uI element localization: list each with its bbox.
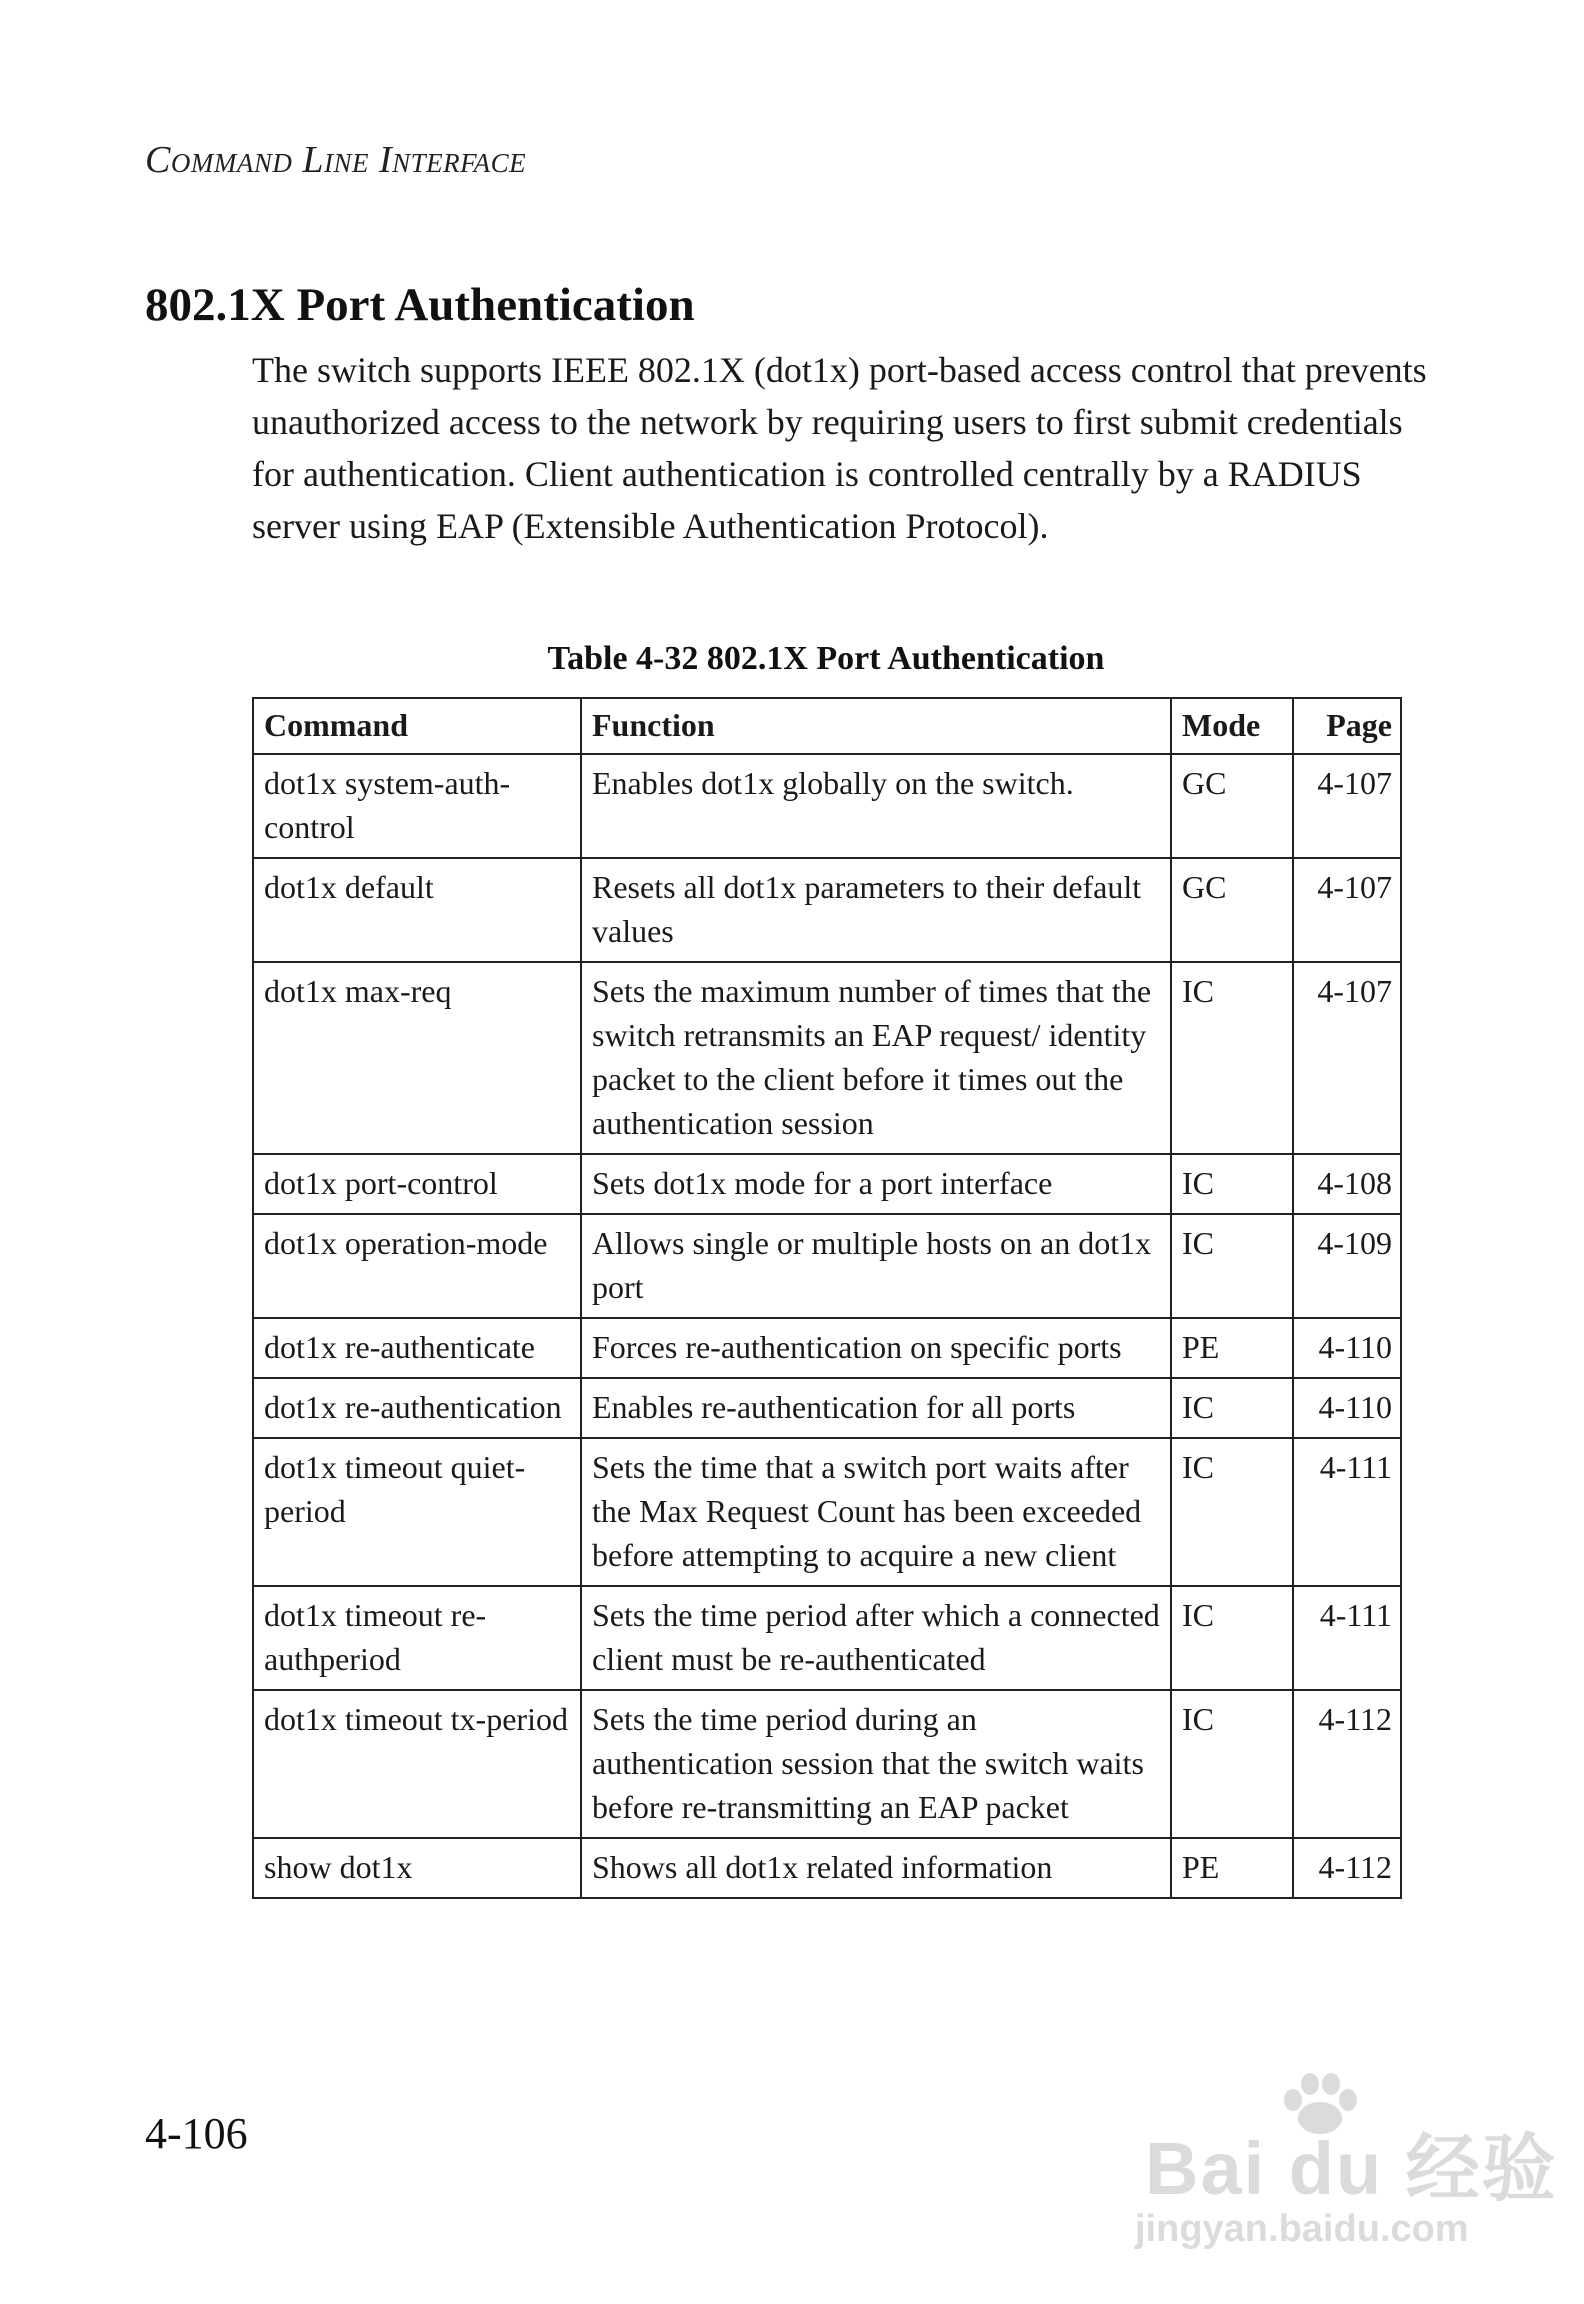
cell-command: dot1x re-authentication <box>253 1378 581 1438</box>
cell-mode: GC <box>1171 754 1293 858</box>
cell-command: dot1x default <box>253 858 581 962</box>
watermark-url: jingyan.baidu.com <box>1135 2208 1469 2250</box>
header-mode: Mode <box>1171 698 1293 754</box>
cell-function: Enables dot1x globally on the switch. <box>581 754 1171 858</box>
cell-page: 4-107 <box>1293 858 1401 962</box>
cell-page: 4-107 <box>1293 754 1401 858</box>
cell-command: show dot1x <box>253 1838 581 1898</box>
table-row <box>253 1214 1401 1318</box>
cell-function: Sets dot1x mode for a port interface <box>581 1154 1171 1214</box>
cell-page: 4-112 <box>1293 1838 1401 1898</box>
table-row <box>253 1378 1401 1438</box>
cell-command: dot1x max-req <box>253 962 581 1154</box>
cell-function: Shows all dot1x related information <box>581 1838 1171 1898</box>
watermark <box>1115 2070 1558 2270</box>
cell-page: 4-112 <box>1293 1690 1401 1838</box>
cell-function: Sets the maximum number of times that the switch retransmits an EAP request/ identity packet to the client before it times out the authentication session <box>581 962 1171 1154</box>
cell-mode: IC <box>1171 1214 1293 1318</box>
cell-command: dot1x port-control <box>253 1154 581 1214</box>
cell-mode: IC <box>1171 1154 1293 1214</box>
table-caption: Table 4-32 802.1X Port Authentication <box>547 640 1105 677</box>
cell-command: dot1x operation-mode <box>253 1214 581 1318</box>
cell-page: 4-111 <box>1293 1438 1401 1586</box>
table-row <box>253 1318 1401 1378</box>
command-table <box>252 697 1402 1899</box>
running-header: Command Line Interface <box>145 139 527 181</box>
table-row <box>253 1838 1401 1898</box>
cell-function: Sets the time period during an authentication session that the switch waits before re-transmitting an EAP packet <box>581 1690 1171 1838</box>
cell-page: 4-110 <box>1293 1318 1401 1378</box>
table-header-row <box>253 698 1401 754</box>
table-row <box>253 1690 1401 1838</box>
table-row <box>253 754 1401 858</box>
table-row <box>253 962 1401 1154</box>
header-command: Command <box>253 698 581 754</box>
cell-function: Allows single or multiple hosts on an dot1x port <box>581 1214 1171 1318</box>
cell-mode: IC <box>1171 1438 1293 1586</box>
table-row <box>253 1154 1401 1214</box>
cell-page: 4-108 <box>1293 1154 1401 1214</box>
cell-mode: GC <box>1171 858 1293 962</box>
cell-mode: PE <box>1171 1318 1293 1378</box>
cell-page: 4-109 <box>1293 1214 1401 1318</box>
cell-function: Forces re-authentication on specific ports <box>581 1318 1171 1378</box>
cell-mode: IC <box>1171 1586 1293 1690</box>
watermark-brand: Bai du 经验 <box>1145 2127 1558 2210</box>
cell-function: Enables re-authentication for all ports <box>581 1378 1171 1438</box>
cell-command: dot1x re-authenticate <box>253 1318 581 1378</box>
cell-command: dot1x timeout quiet-period <box>253 1438 581 1586</box>
cell-function: Sets the time period after which a connected client must be re-authenticated <box>581 1586 1171 1690</box>
cell-command: dot1x timeout re-authperiod <box>253 1586 581 1690</box>
section-title: 802.1X Port Authentication <box>145 279 695 331</box>
header-page: Page <box>1293 698 1401 754</box>
cell-command: dot1x system-auth-control <box>253 754 581 858</box>
header-function: Function <box>581 698 1171 754</box>
cell-mode: IC <box>1171 1378 1293 1438</box>
page-number: 4-106 <box>145 2109 248 2158</box>
table-row <box>253 1586 1401 1690</box>
cell-mode: IC <box>1171 962 1293 1154</box>
cell-function: Resets all dot1x parameters to their default values <box>581 858 1171 962</box>
cell-page: 4-107 <box>1293 962 1401 1154</box>
cell-command: dot1x timeout tx-period <box>253 1690 581 1838</box>
table-row <box>253 858 1401 962</box>
cell-mode: PE <box>1171 1838 1293 1898</box>
cell-function: Sets the time that a switch port waits after the Max Request Count has been exceeded before attempting to acquire a new client <box>581 1438 1171 1586</box>
cell-page: 4-111 <box>1293 1586 1401 1690</box>
intro-paragraph: The switch supports IEEE 802.1X (dot1x) port-based access control that prevents unauthorized access to the network by requiring users to first submit credentials for authentication. Client authentication is controlled centrally by a RADIUS server using EAP (Extensible Authentication Protocol). <box>252 350 1427 546</box>
cell-page: 4-110 <box>1293 1378 1401 1438</box>
table-row <box>253 1438 1401 1586</box>
cell-mode: IC <box>1171 1690 1293 1838</box>
